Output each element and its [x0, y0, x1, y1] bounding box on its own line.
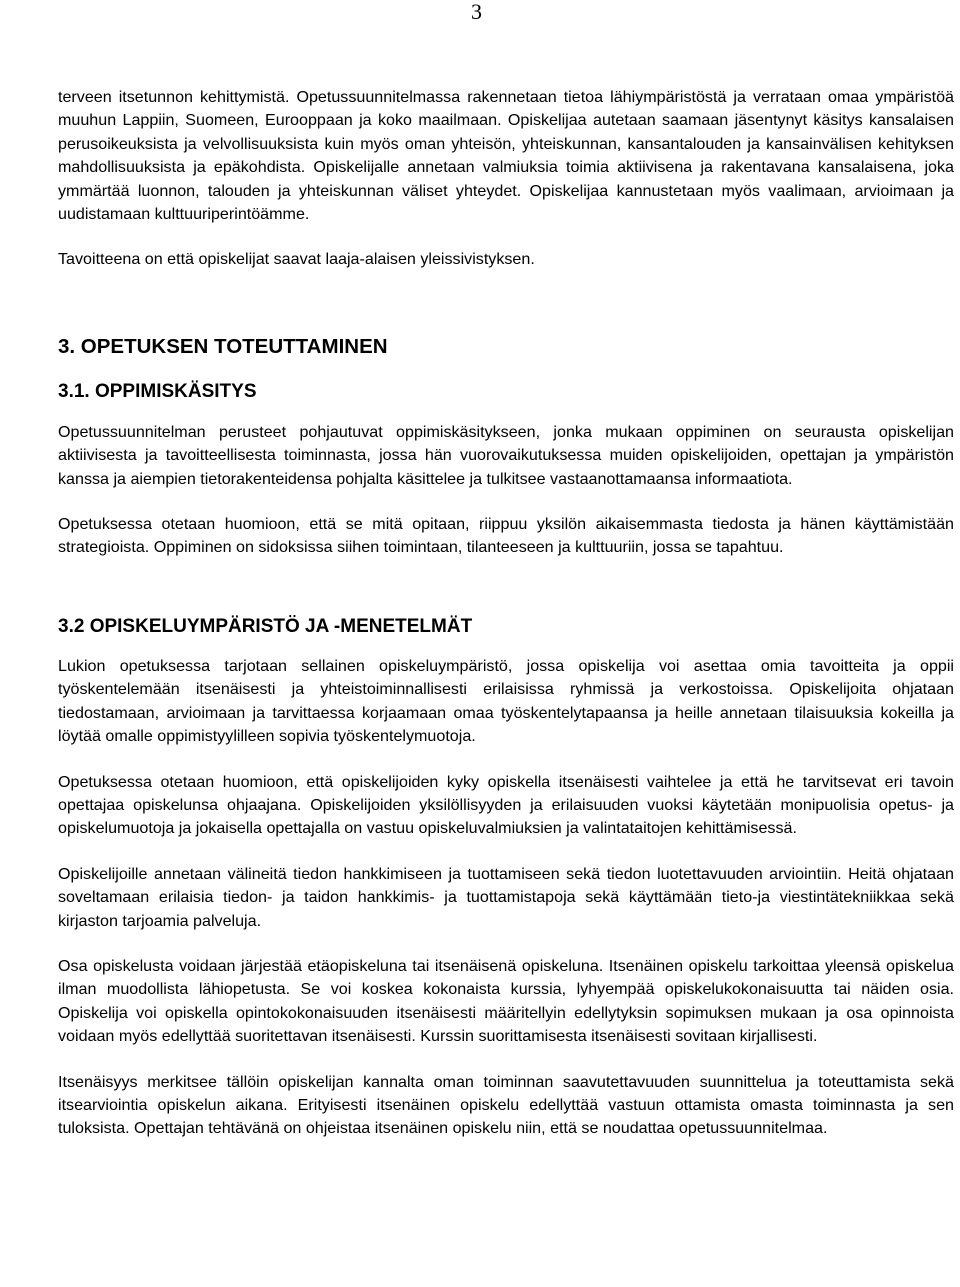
- opiskeluymparisto-paragraph-4: Osa opiskelusta voidaan järjestää etäopiskeluna tai itsenäisenä opiskeluna. Itsenäinen opiskelu tarkoittaa yleensä opiskelua ilman muodollista lähiopetusta. Se voi koskea kokonaista kurssia, lyhyempää opiskelukokonaisuutta tai näiden osia. Opiskelija voi opiskella opintokokonaisuuden itsenäisesti määritellyin edellytyksin sopimuksen mukaan ja osa opinnoista voidaan myös edellyttää suoritettavan itsenäisesti. Kurssin suorittamisesta itsenäisesti sovitaan kirjallisesti.: [58, 956, 954, 1046]
- oppimiskasitys-paragraph-1: Opetussuunnitelman perusteet pohjautuvat oppimiskäsitykseen, jonka mukaan oppiminen on seurausta opiskelijan aktiivisesta ja tavoitteellisesta toiminnasta, jossa hän vuorovaikutuksessa muiden opiskelijoiden, opettajan ja ympäristön kanssa ja aiempien tietorakenteidensa pohjalta käsittelee ja tulkitsee vastaanottamaansa informaatiota.: [58, 422, 954, 488]
- section-heading-opetuksen-toteuttaminen: 3. OPETUKSEN TOTEUTTAMINEN: [58, 334, 388, 358]
- page-number: 3: [471, 0, 482, 24]
- subsection-heading-oppimiskasitys: 3.1. OPPIMISKÄSITYS: [58, 380, 257, 402]
- opiskeluymparisto-paragraph-3: Opiskelijoille annetaan välineitä tiedon hankkimiseen ja tuottamiseen sekä tiedon luotettavuuden arviointiin. Heitä ohjataan soveltamaan erilaisia tiedon- ja taidon hankkimis- ja tuottamistapoja sekä käyttämään tieto-ja viestintätekniikkaa sekä kirjaston tarjoamia palveluja.: [58, 864, 954, 930]
- opiskeluymparisto-paragraph-5: Itsenäisyys merkitsee tällöin opiskelijan kannalta oman toiminnan saavutettavuuden suunnittelua ja toteuttamista sekä itsearviointia opiskelun aikana. Erityisesti itsenäinen opiskelu edellyttää vastuun ottamista omasta toiminnasta ja sen tuloksista. Opettajan tehtävänä on ohjeistaa itsenäinen opiskelu niin, että se noudattaa opetussuunnitelmaa.: [58, 1072, 954, 1138]
- opiskeluymparisto-paragraph-2: Opetuksessa otetaan huomioon, että opiskelijoiden kyky opiskella itsenäisesti vaihtelee ja että he tarvitsevat eri tavoin opettajaa opiskelunsa ohjaajana. Opiskelijoiden yksilöllisyyden ja erilaisuuden vuoksi käytetään monipuolisia opetus- ja opiskelumuotoja ja jokaisella opettajalla on vastuu opiskeluvalmiuksien ja valintataitojen kehittämisessä.: [58, 772, 954, 838]
- subsection-heading-opiskeluymparisto: 3.2 OPISKELUYMPÄRISTÖ JA -MENETELMÄT: [58, 615, 473, 637]
- intro-paragraph-2: Tavoitteena on että opiskelijat saavat laaja-alaisen yleissivistyksen.: [58, 250, 535, 269]
- oppimiskasitys-paragraph-2: Opetuksessa otetaan huomioon, että se mitä opitaan, riippuu yksilön aikaisemmasta tiedosta ja hänen käyttämistään strategioista. Oppiminen on sidoksissa siihen toimintaan, tilanteeseen ja kulttuuriin, jossa se tapahtuu.: [58, 515, 954, 557]
- document-body: [58, 86, 954, 1141]
- opiskeluymparisto-paragraph-1: Lukion opetuksessa tarjotaan sellainen opiskeluympäristö, jossa opiskelija voi asettaa omia tavoitteita ja oppii työskentelemään itsenäisesti ja yhteistoiminnallisesti erilaisissa ryhmissä ja verkostoissa. Opiskelijoita ohjataan tiedostamaan, arvioimaan ja tarvittaessa korjaamaan omaa työskentelytapaansa ja heille annetaan tilaisuuksia kokeilla ja löytää omalle oppimistyylilleen sopivia työskentelymuotoja.: [58, 656, 954, 746]
- intro-paragraph-1: terveen itsetunnon kehittymistä. Opetussuunnitelmassa rakennetaan tietoa lähiympäristöstä ja verrataan omaa ympäristöä muuhun Lappiin, Suomeen, Eurooppaan ja koko maailmaan. Opiskelijaa autetaan saamaan jäsentynyt käsitys kansalaisen perusoikeuksista ja velvollisuuksista kuin myös oman yhteisön, yhteiskunnan, kansantalouden ja kansainvälisen kehityksen mahdollisuuksista ja epäkohdista. Opiskelijalle annetaan valmiuksia toimia aktiivisena ja rakentavana kansalaisena, joka ymmärtää luonnon, talouden ja yhteiskunnan väliset yhteydet. Opiskelijaa kannustetaan myös vaalimaan, arvioimaan ja uudistamaan kulttuuriperintöämme.: [58, 88, 954, 224]
